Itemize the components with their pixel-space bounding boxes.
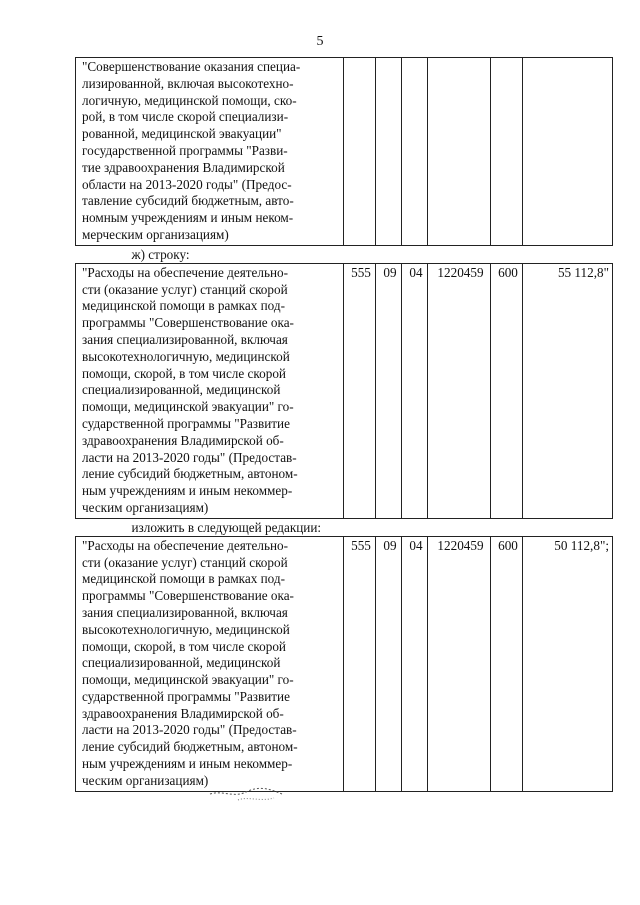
empty-cell — [428, 58, 491, 246]
instruction-text: изложить в следующей редакции: — [76, 518, 613, 536]
description-line: зания специализированной, включая — [82, 604, 288, 620]
ink-mark — [208, 782, 288, 804]
description-line: рованной, медицинской эвакуации" — [82, 126, 282, 142]
description-line: ление субсидий бюджетным, автоном- — [82, 466, 298, 482]
description-line: помощи, скорой, в том числе скорой — [82, 638, 286, 654]
description-line: здравоохранения Владимирской об- — [82, 705, 284, 721]
description-line: сударственной программы "Развитие — [82, 688, 290, 704]
description-line: тавление субсидий бюджетным, авто- — [82, 193, 294, 209]
empty-cell — [523, 58, 613, 246]
page-number: 5 — [316, 34, 324, 49]
row-description — [76, 263, 344, 518]
empty-cell — [376, 58, 402, 246]
description-line: лизированной, включая высокотехно- — [82, 75, 294, 91]
grbs-code: 555 — [344, 536, 376, 791]
description-line: "Расходы на обеспечение деятельно- — [82, 537, 289, 553]
description-line: зания специализированной, включая — [82, 331, 288, 347]
table-row-new — [76, 536, 613, 791]
instruction-row — [76, 518, 613, 536]
description-line: мерческим организациям) — [82, 226, 229, 242]
description-line: сти (оказание услуг) станций скорой — [82, 281, 288, 297]
budget-amendment-table — [75, 57, 613, 792]
instruction-text: ж) строку: — [76, 245, 613, 263]
description-line: медицинской помощи в рамках под- — [82, 298, 285, 314]
subsection-code: 04 — [402, 536, 428, 791]
subsection-code: 04 — [402, 263, 428, 518]
description-line: сударственной программы "Развитие — [82, 415, 290, 431]
target-article-code: 1220459 — [428, 263, 491, 518]
description-line: программы "Совершенствование ока- — [82, 315, 294, 331]
section-code: 09 — [376, 536, 402, 791]
description-line: номным учреждениям и иным неком- — [82, 210, 294, 226]
expense-type-code: 600 — [491, 536, 523, 791]
empty-cell — [491, 58, 523, 246]
description-line: ческим организациям) — [82, 772, 209, 788]
expense-type-code: 600 — [491, 263, 523, 518]
section-code: 09 — [376, 263, 402, 518]
table-row-original — [76, 263, 613, 518]
description-line: "Совершенствование оказания специа- — [82, 59, 301, 74]
description-line: специализированной, медицинской — [82, 382, 281, 398]
description-line: области на 2013-2020 годы" (Предос- — [82, 176, 292, 192]
description-line: рой, в том числе скорой специализи- — [82, 109, 289, 125]
description-line: государственной программы "Разви- — [82, 142, 288, 158]
description-line: здравоохранения Владимирской об- — [82, 432, 284, 448]
description-line: ным учреждениям и иным некоммер- — [82, 756, 293, 772]
description-line: "Расходы на обеспечение деятельно- — [82, 264, 289, 280]
row-description — [76, 536, 344, 791]
amount-value: 50 112,8"; — [523, 536, 613, 791]
instruction-row — [76, 245, 613, 263]
grbs-code: 555 — [344, 263, 376, 518]
description-line: ческим организациям) — [82, 499, 209, 515]
row-description — [76, 58, 344, 246]
description-line: помощи, скорой, в том числе скорой — [82, 365, 286, 381]
description-line: ление субсидий бюджетным, автоном- — [82, 739, 298, 755]
empty-cell — [402, 58, 428, 246]
description-line: специализированной, медицинской — [82, 655, 281, 671]
empty-cell — [344, 58, 376, 246]
description-line: медицинской помощи в рамках под- — [82, 571, 285, 587]
description-line: тие здравоохранения Владимирской — [82, 159, 285, 175]
description-line: помощи, медицинской эвакуации" го- — [82, 672, 294, 688]
target-article-code: 1220459 — [428, 536, 491, 791]
description-line: логичную, медицинской помощи, ско- — [82, 92, 297, 108]
amount-value: 55 112,8" — [523, 263, 613, 518]
description-line: ласти на 2013-2020 годы" (Предостав- — [82, 449, 297, 465]
description-line: ным учреждениям и иным некоммер- — [82, 483, 293, 499]
description-line: ласти на 2013-2020 годы" (Предостав- — [82, 722, 297, 738]
table-row-continued — [76, 58, 613, 246]
description-line: высокотехнологичную, медицинской — [82, 621, 290, 637]
description-line: помощи, медицинской эвакуации" го- — [82, 399, 294, 415]
description-line: сти (оказание услуг) станций скорой — [82, 554, 288, 570]
description-line: программы "Совершенствование ока- — [82, 588, 294, 604]
description-line: высокотехнологичную, медицинской — [82, 348, 290, 364]
